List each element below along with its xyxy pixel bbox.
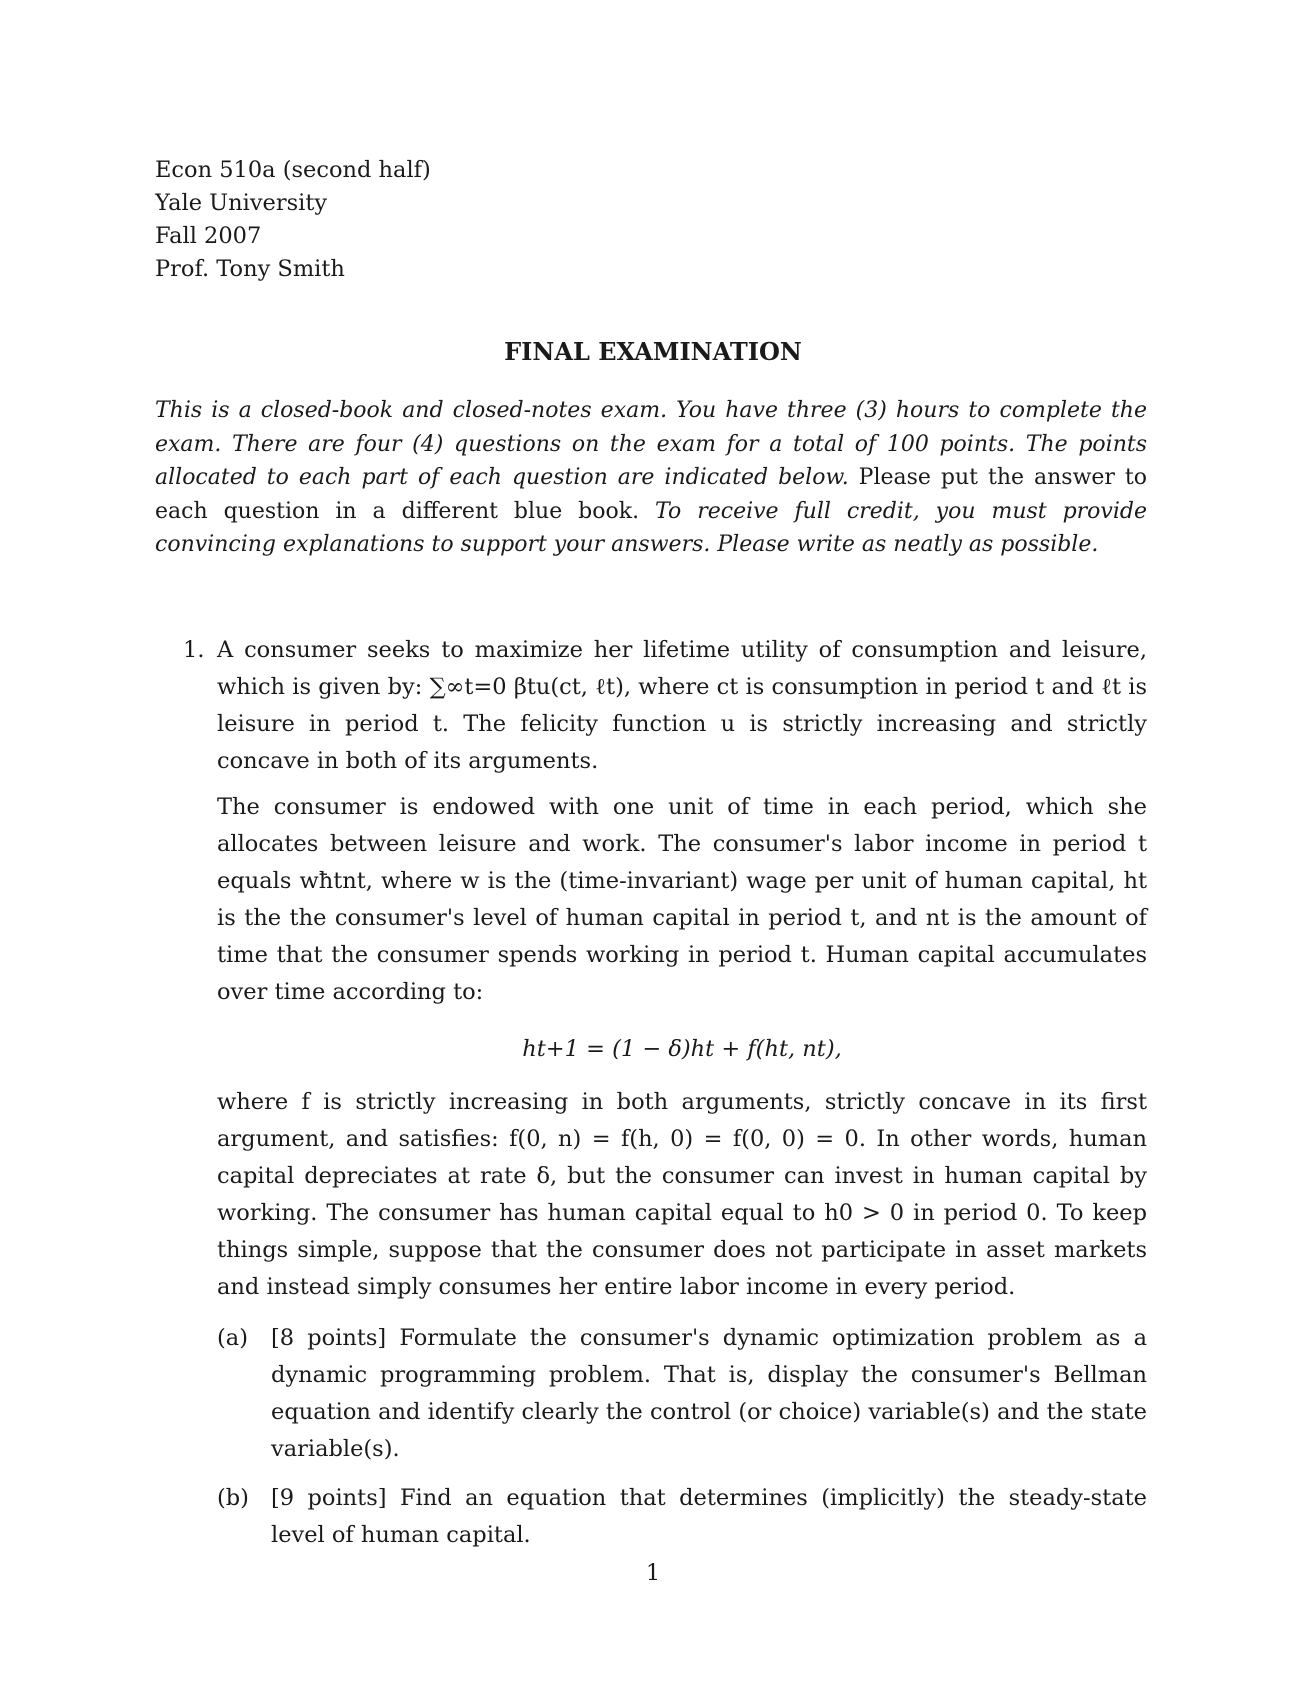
professor-name: Prof. Tony Smith <box>155 256 345 282</box>
instructions-italic-1: This is a closed-book and closed-notes exam. You have three (3) hours to complete the exam. There are four (4) questions on the exam for a total of 100 points. The points allocated to each part of each question are indicated below. <box>155 398 1147 490</box>
human-capital-equation: ht+1 = (1 − δ)ht + f(ht, nt), <box>522 1036 842 1062</box>
question-paragraph-2: The consumer is endowed with one unit of time in each period, which she allocates between leisure and work. The consumer's labor income in period t equals wħtnt, where w is the (time-invariant) wage per unit of human capital, ht is the the consumer's level of human capital in period t, and nt is the amount of time that the consumer spends working in period t. Human capital accumulates over time according to: <box>217 794 1147 1005</box>
question-1 <box>183 632 1147 1566</box>
part-label: (b) <box>217 1485 249 1511</box>
part-label: (a) <box>217 1325 248 1351</box>
question-paragraph-3: where f is strictly increasing in both arguments, strictly concave in its first argument, and satisfies: f(0, n) = f(h, 0) = f(0, 0) = 0. In other words, human capital depreciates at rate δ, but the consumer can invest in human capital by working. The consumer has human capital equal to h0 > 0 in period 0. To keep things simple, suppose that the consumer does not participate in asset markets and instead simply consumes her entire labor income in every period. <box>217 1089 1147 1300</box>
exam-instructions <box>155 394 1147 562</box>
course-name: Econ 510a (second half) <box>155 157 431 183</box>
course-header <box>155 154 431 286</box>
term: Fall 2007 <box>155 223 262 249</box>
instructions-italic-2: To receive full credit, you must provide convincing explanations to support your answers. Please write as neatly as possible. <box>155 498 1147 557</box>
part-text: [9 points] Find an equation that determines (implicitly) the steady-state level of human capital. <box>271 1485 1147 1548</box>
part-a <box>217 1320 1147 1468</box>
instructions-plain: Please put the answer to each question in a different blue book. <box>155 465 1147 524</box>
university-name: Yale University <box>155 190 328 216</box>
question-parts <box>217 1320 1147 1554</box>
question-paragraph-1: A consumer seeks to maximize her lifetime utility of consumption and leisure, which is given by: ∑∞t=0 βtu(ct, ℓt), where ct is consumption in period t and ℓt is leisure in period t. The felicity function u is strictly increasing and strictly concave in both of its arguments. <box>217 637 1147 774</box>
page-title: FINAL EXAMINATION <box>504 337 802 366</box>
question-body <box>217 632 1147 1554</box>
part-b <box>217 1480 1147 1554</box>
question-number: 1. <box>183 637 205 663</box>
part-text: [8 points] Formulate the consumer's dynamic optimization problem as a dynamic programming problem. That is, display the consumer's Bellman equation and identify clearly the control (or choice) variable(s) and the state variable(s). <box>271 1325 1147 1462</box>
page-number: 1 <box>645 1560 661 1586</box>
